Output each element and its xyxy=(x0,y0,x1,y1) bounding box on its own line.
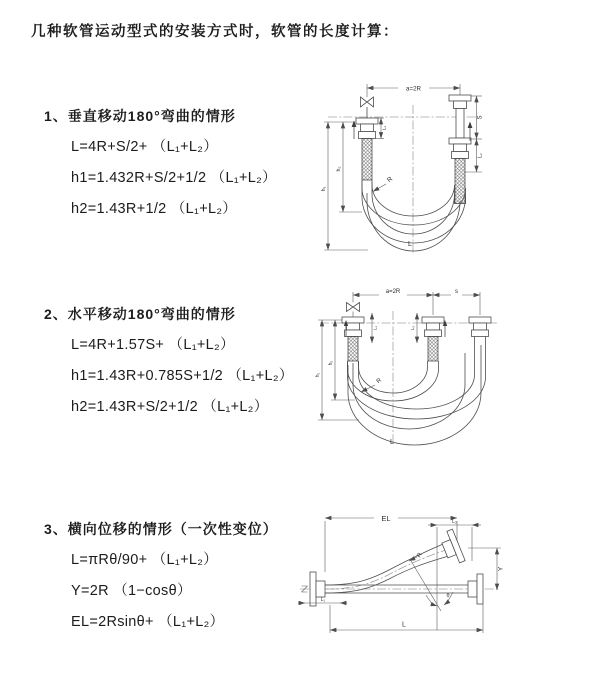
diagram-lateral-displacement xyxy=(298,505,560,650)
d1-left-braided-hose xyxy=(362,139,372,181)
section-3-formula-L: L=πRθ/90+ （L₁+L₂） xyxy=(71,552,218,568)
diagram-horizontal-u-bend xyxy=(315,283,510,460)
d3-hose-curve xyxy=(325,545,447,594)
d1-hose-arcs xyxy=(362,180,466,251)
d3-label-l: L xyxy=(402,621,406,629)
d2-label-l1: L₁ xyxy=(372,325,378,331)
d3-angle-theta xyxy=(411,561,453,611)
d1-dim-r xyxy=(373,175,394,191)
section-1-formula-L: L=4R+S/2+ （L₁+L₂） xyxy=(71,139,219,155)
d3-label-l2: L₂ xyxy=(452,519,457,525)
d3-label-el: EL xyxy=(381,514,391,523)
d2-label-r: R xyxy=(375,377,383,385)
d1-label-h2: h₂ xyxy=(336,166,342,172)
section-2 xyxy=(44,304,294,429)
d2-label-l2: L₂ xyxy=(410,325,415,331)
d2-label-h2: h₂ xyxy=(328,360,334,366)
d2-label-l: L xyxy=(390,439,394,446)
d3-label-l1: L₁ xyxy=(320,597,326,603)
d2-middle-fitting xyxy=(422,317,444,361)
section-1-formula-h1: h1=1.432R+S/2+1/2 （L₁+L₂） xyxy=(71,170,277,186)
section-3-formula-EL: EL=2Rsinθ+ （L₁+L₂） xyxy=(71,614,225,630)
d2-right-fitting xyxy=(469,317,491,337)
d2-dim-s xyxy=(433,289,480,295)
d2-dim-l1 xyxy=(372,313,378,343)
d2-dim-l2 xyxy=(410,313,417,343)
section-1 xyxy=(44,106,277,231)
d3-dim-r xyxy=(409,552,424,561)
diagram-vertical-u-bend xyxy=(310,75,545,260)
section-1-heading: 1、垂直移动180°弯曲的情形 xyxy=(44,108,236,124)
d3-dim-l xyxy=(330,604,483,633)
section-3-heading: 3、横向位移的情形（一次性变位） xyxy=(44,521,278,537)
d2-left-braided-hose xyxy=(348,337,358,362)
section-1-formula-h2: h2=1.43R+1/2 （L₁+L₂） xyxy=(71,201,238,217)
d2-hose-arcs xyxy=(348,337,486,446)
d1-label-r: R xyxy=(386,175,395,185)
d1-dim-h1 xyxy=(321,122,368,250)
d1-left-fitting xyxy=(356,107,378,180)
d3-label-theta: θ xyxy=(446,593,450,599)
d1-label-s: S xyxy=(477,115,484,120)
section-3 xyxy=(44,519,278,644)
section-2-formula-L: L=4R+1.57S+ （L₁+L₂） xyxy=(71,337,235,353)
d2-dim-a2r xyxy=(353,289,480,315)
page-title: 几种软管运动型式的安装方式时，软管的长度计算： xyxy=(31,24,399,40)
section-2-formula-h2: h2=1.43R+S/2+1/2 （L₁+L₂） xyxy=(71,399,269,415)
d3-label-r: R xyxy=(416,552,424,559)
d2-valve-icon xyxy=(347,292,360,317)
d1-right-fitting xyxy=(449,84,471,204)
d1-label-l2: L₂ xyxy=(477,153,484,158)
section-2-heading: 2、水平移动180°弯曲的情形 xyxy=(44,306,236,322)
section-2-formula-h1: h1=1.43R+0.785S+1/2 （L₁+L₂） xyxy=(71,368,294,384)
d1-right-braided-hose xyxy=(455,159,465,204)
d1-valve-icon xyxy=(361,84,374,107)
d2-label-h1: h₁ xyxy=(315,372,321,378)
d3-label-y: Y xyxy=(497,566,505,572)
d1-label-a2r: a=2R xyxy=(406,85,421,93)
d1-dim-a2r xyxy=(367,86,460,93)
d3-tilted-flange xyxy=(439,529,466,566)
d1-label-l: L xyxy=(408,241,412,248)
d1-label-l1: L₁ xyxy=(382,125,388,131)
d2-middle-braided-hose xyxy=(428,337,438,362)
d3-right-flange xyxy=(468,574,483,604)
d3-dim-l1 xyxy=(298,597,347,603)
d2-label-s: s xyxy=(455,289,458,295)
d1-dim-s xyxy=(471,96,484,139)
d1-label-h1: h₁ xyxy=(321,186,327,192)
section-3-formula-Y: Y=2R （1−cosθ） xyxy=(71,583,192,599)
d2-label-a2r: a=2R xyxy=(385,289,401,295)
